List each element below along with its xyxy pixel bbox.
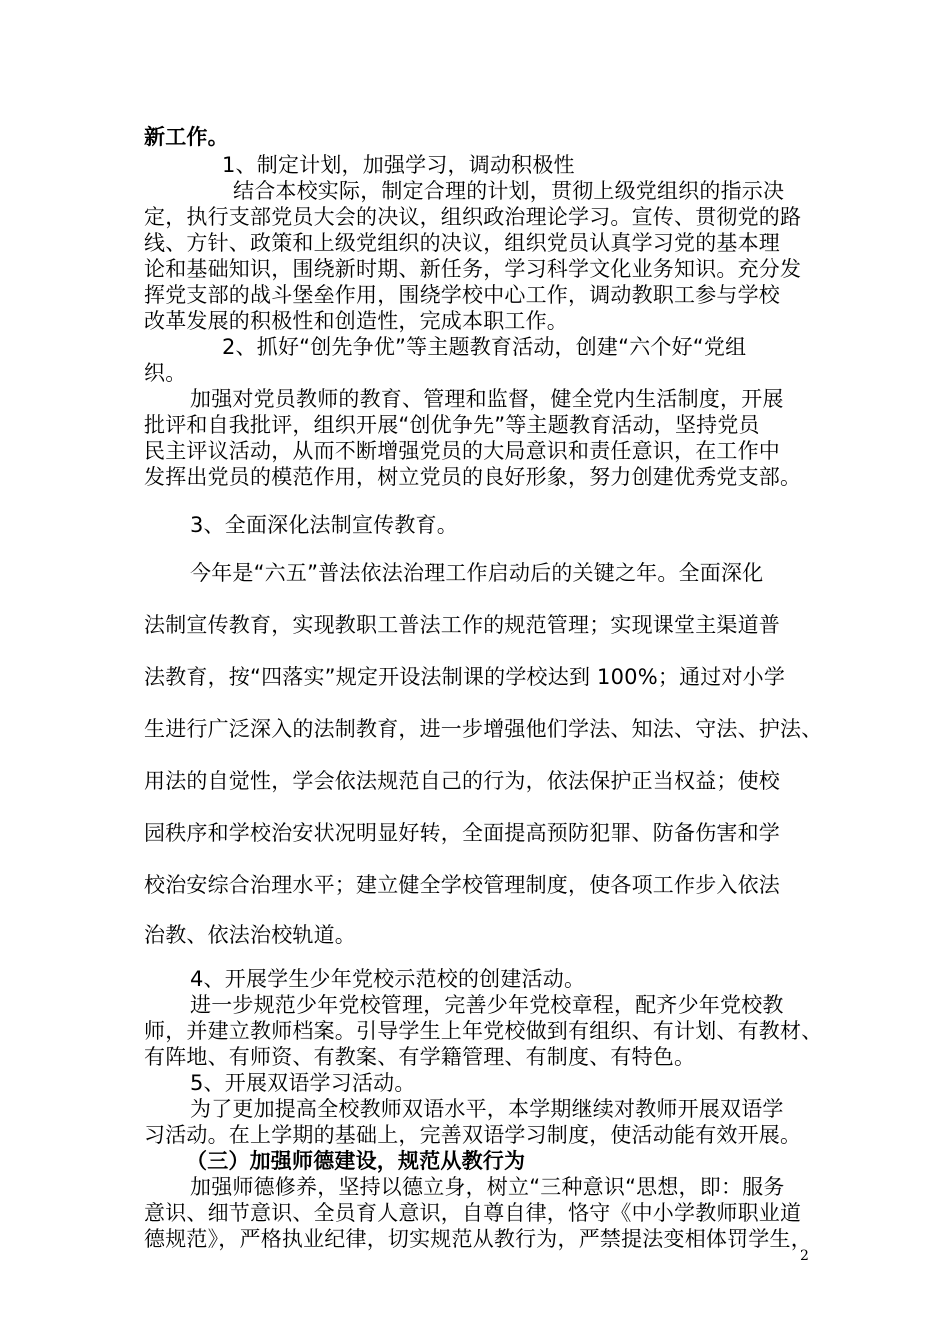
text-line: 织。 xyxy=(144,361,187,385)
text-line: 加强对党员教师的教育、管理和监督，健全党内生活制度，开展 xyxy=(190,387,784,411)
text-line: 园秩序和学校治安状况明显好转，全面提高预防犯罪、防备伤害和学 xyxy=(144,821,780,845)
section-heading: 4、开展学生少年党校示范校的创建活动。 xyxy=(190,967,586,991)
text-line: 新工作。 xyxy=(144,125,229,149)
text-line: 意识、细节意识、全员育人意识，自尊自律，恪守《中小学教师职业道 xyxy=(144,1201,802,1225)
text-line: 线、方针、政策和上级党组织的决议，组织党员认真学习党的基本理 xyxy=(144,231,780,255)
text-line: 批评和自我批评，组织开展“创优争先”等主题教育活动，坚持党员 xyxy=(144,413,760,437)
text-line: 定，执行支部党员大会的决议，组织政治理论学习。宣传、贯彻党的路 xyxy=(144,205,802,229)
text-line: 生进行广泛深入的法制教育，进一步增强他们学法、知法、守法、护法、 xyxy=(144,717,823,741)
text-line: 治教、依法治校轨道。 xyxy=(144,923,356,947)
text-line: 德规范》，严格执业纪律，切实规范从教行为，严禁提法变相体罚学生， xyxy=(144,1227,812,1251)
text-line: 法教育，按“四落实”规定开设法制课的学校达到 100%；通过对小学 xyxy=(144,665,786,689)
text-line: 进一步规范少年党校管理，完善少年党校章程，配齐少年党校教 xyxy=(190,993,784,1017)
subsection-heading: （三）加强师德建设，规范从教行为 xyxy=(186,1149,526,1173)
text-line: 今年是“六五”普法依法治理工作启动后的关键之年。全面深化 xyxy=(190,561,764,585)
text-line: 师，并建立教师档案。引导学生上年党校做到有组织、有计划、有教材、 xyxy=(144,1019,823,1043)
text-line: 校治安综合治理水平；建立健全学校管理制度，使各项工作步入依法 xyxy=(144,873,780,897)
section-heading: 1、制定计划，加强学习，调动积极性 xyxy=(222,153,575,177)
text-line: 挥党支部的战斗堡垒作用，围绕学校中心工作，调动教职工参与学校 xyxy=(144,283,780,307)
section-heading: 5、开展双语学习活动。 xyxy=(190,1071,416,1095)
text-line: 有阵地、有师资、有教案、有学籍管理、有制度、有特色。 xyxy=(144,1045,696,1069)
text-line: 结合本校实际，制定合理的计划，贯彻上级党组织的指示决 xyxy=(233,179,785,203)
page-number: 2 xyxy=(800,1248,809,1264)
text-line: 为了更加提高全校教师双语水平，本学期继续对教师开展双语学 xyxy=(190,1097,784,1121)
section-heading: 3、全面深化法制宣传教育。 xyxy=(190,513,458,537)
text-line: 论和基础知识，围绕新时期、新任务，学习科学文化业务知识。充分发 xyxy=(144,257,802,281)
text-line: 加强师德修养，坚持以德立身，树立“三种意识“思想，即：服务 xyxy=(190,1175,785,1199)
text-line: 法制宣传教育，实现教职工普法工作的规范管理；实现课堂主渠道普 xyxy=(144,613,780,637)
text-line: 用法的自觉性，学会依法规范自己的行为，依法保护正当权益；使校 xyxy=(144,769,780,793)
text-line: 习活动。在上学期的基础上，完善双语学习制度，使活动能有效开展。 xyxy=(144,1123,802,1147)
text-line: 改革发展的积极性和创造性，完成本职工作。 xyxy=(144,309,568,333)
text-line: 发挥出党员的模范作用，树立党员的良好形象，努力创建优秀党支部。 xyxy=(144,465,802,489)
text-line: 民主评议活动，从而不断增强党员的大局意识和责任意识，在工作中 xyxy=(144,439,780,463)
section-heading: 2、抓好“创先争优”等主题教育活动，创建“六个好“党组 xyxy=(222,335,747,359)
